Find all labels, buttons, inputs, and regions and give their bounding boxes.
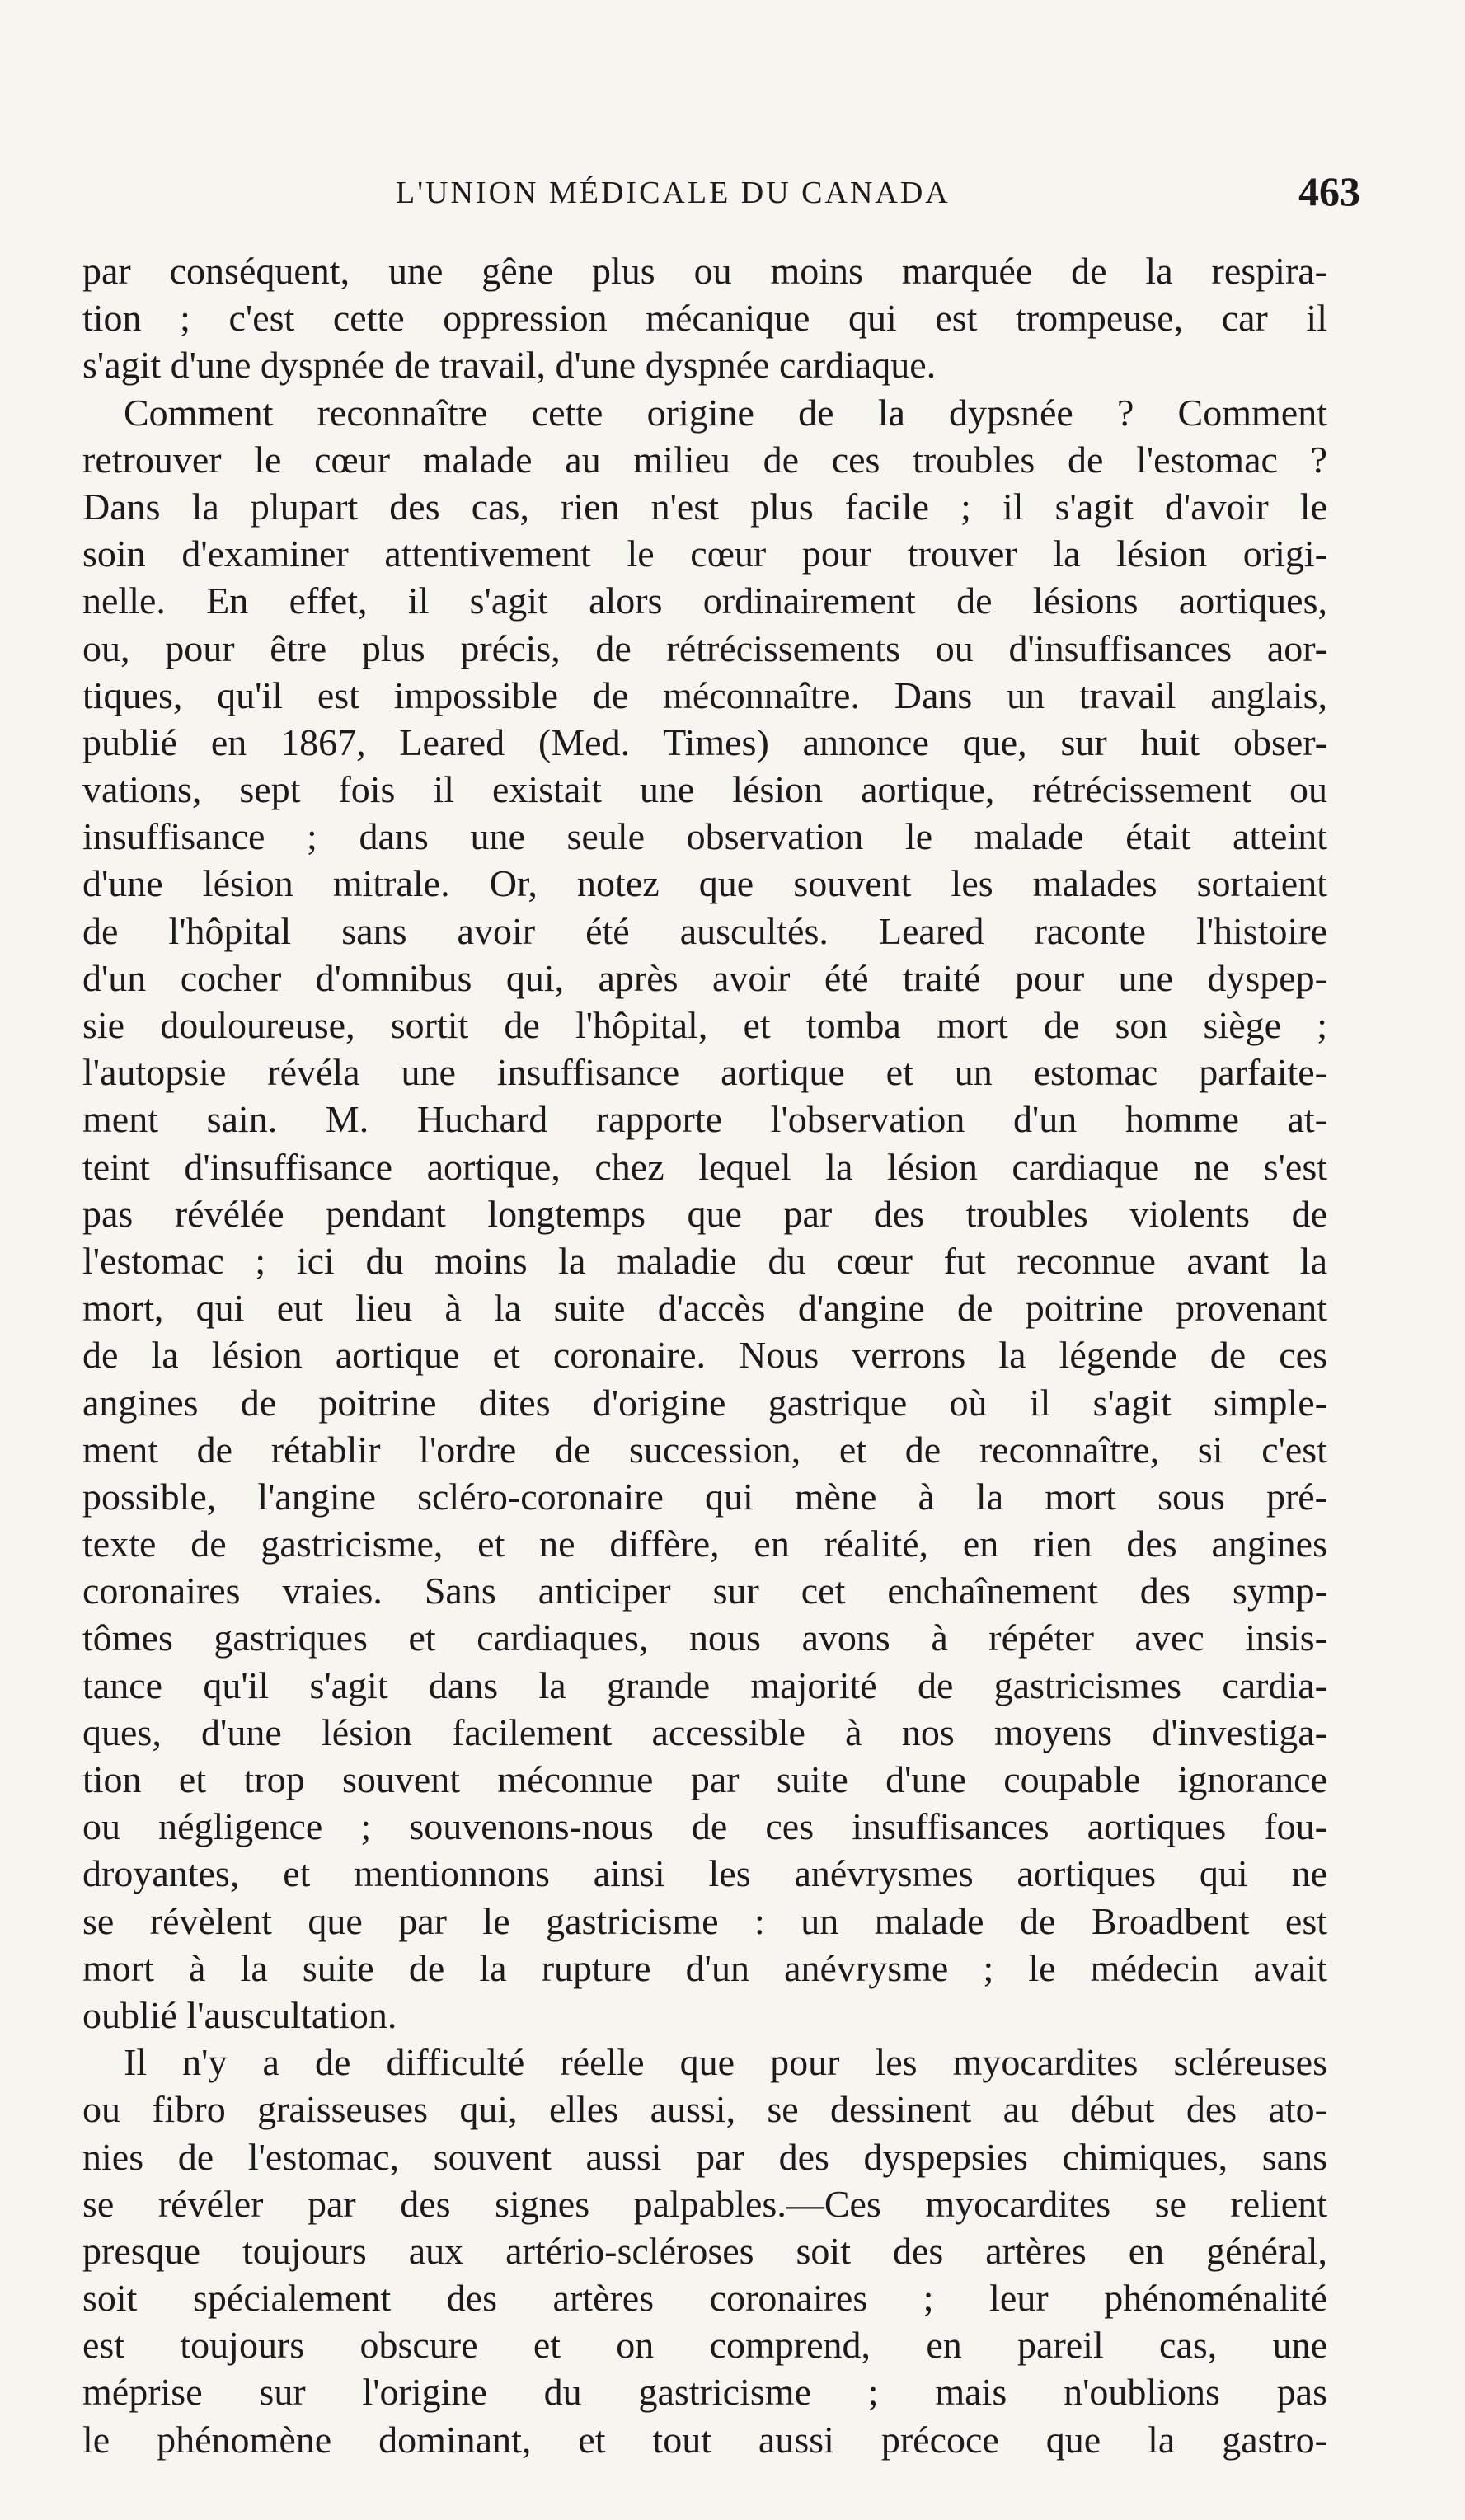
text-line: se révèlent que par le gastricisme : un malade de Broadbent est (82, 1899, 1327, 1942)
page-number: 463 (1298, 168, 1360, 214)
text-line: se révéler par des signes palpables.—Ces myocardites se relient (82, 2182, 1327, 2225)
text-line: retrouver le cœur malade au milieu de ces troubles de l'estomac ? (82, 438, 1327, 481)
text-line: ment de rétablir l'ordre de succession, et de reconnaître, si c'est (82, 1428, 1327, 1471)
text-line: pas révélée pendant longtemps que par des troubles violents de (82, 1192, 1327, 1235)
text-line: d'une lésion mitrale. Or, notez que souvent les malades sortaient (82, 862, 1327, 905)
text-line: mort à la suite de la rupture d'un anévrysme ; le médecin avait (82, 1946, 1327, 1989)
text-line: le phénomène dominant, et tout aussi précoce que la gastro- (82, 2418, 1327, 2461)
text-line: ou négligence ; souvenons-nous de ces insuffisances aortiques fou- (82, 1805, 1327, 1848)
running-title: L'UNION MÉDICALE DU CANADA (396, 176, 951, 210)
text-line: Dans la plupart des cas, rien n'est plus facile ; il s'agit d'avoir le (82, 485, 1327, 528)
text-line: sie douloureuse, sortit de l'hôpital, et tomba mort de son siège ; (82, 1004, 1327, 1046)
text-line: l'estomac ; ici du moins la maladie du cœur fut reconnue avant la (82, 1239, 1327, 1282)
text-line: nies de l'estomac, souvent aussi par des dyspepsies chimiques, sans (82, 2135, 1327, 2178)
text-line: soit spécialement des artères coronaires ; leur phénoménalité (82, 2277, 1327, 2320)
text-line: soin d'examiner attentivement le cœur pour trouver la lésion origi- (82, 533, 1327, 575)
text-line: est toujours obscure et on comprend, en pareil cas, une (82, 2324, 1327, 2367)
text-line: tion et trop souvent méconnue par suite d'une coupable ignorance (82, 1758, 1327, 1800)
text-line: publié en 1867, Leared (Med. Times) annonce que, sur huit obser- (82, 720, 1327, 763)
text-line: vations, sept fois il existait une lésion aortique, rétrécissement ou (82, 768, 1327, 811)
text-line: l'autopsie révéla une insuffisance aortique et un estomac parfaite- (82, 1051, 1327, 1094)
text-line: nelle. En effet, il s'agit alors ordinairement de lésions aortiques, (82, 580, 1327, 622)
text-line: coronaires vraies. Sans anticiper sur cet enchaînement des symp- (82, 1570, 1327, 1612)
text-line: de la lésion aortique et coronaire. Nous verrons la légende de ces (82, 1334, 1327, 1377)
text-line: tion ; c'est cette oppression mécanique qui est trompeuse, car il (82, 297, 1327, 340)
text-line: Comment reconnaître cette origine de la dypsnée ? Comment (124, 391, 1327, 434)
text-line: tiques, qu'il est impossible de méconnaître. Dans un travail anglais, (82, 673, 1327, 716)
text-line: ques, d'une lésion facilement accessible à nos moyens d'investiga- (82, 1711, 1327, 1753)
text-line: tômes gastriques et cardiaques, nous avons à répéter avec insis- (82, 1617, 1327, 1659)
text-line: oublié l'auscultation. (82, 1993, 397, 2036)
text-line: presque toujours aux artério-scléroses soit des artères en général, (82, 2229, 1327, 2272)
text-line: Il n'y a de difficulté réelle que pour les myocardites scléreuses (124, 2041, 1327, 2084)
text-line: d'un cocher d'omnibus qui, après avoir été traité pour une dyspep- (82, 956, 1327, 999)
text-line: s'agit d'une dyspnée de travail, d'une dyspnée cardiaque. (82, 344, 937, 387)
text-line: par conséquent, une gêne plus ou moins marquée de la respira- (82, 250, 1327, 292)
text-line: teint d'insuffisance aortique, chez lequel la lésion cardiaque ne s'est (82, 1145, 1327, 1188)
text-line: de l'hôpital sans avoir été auscultés. Leared raconte l'histoire (82, 909, 1327, 952)
text-line: ou, pour être plus précis, de rétrécissements ou d'insuffisances aor- (82, 626, 1327, 669)
text-line: angines de poitrine dites d'origine gastrique où il s'agit simple- (82, 1381, 1327, 1424)
text-line: mort, qui eut lieu à la suite d'accès d'angine de poitrine provenant (82, 1287, 1327, 1330)
text-line: droyantes, et mentionnons ainsi les anévrysmes aortiques qui ne (82, 1852, 1327, 1895)
text-line: ou fibro graisseuses qui, elles aussi, se dessinent au début des ato- (82, 2088, 1327, 2131)
text-line: tance qu'il s'agit dans la grande majorité de gastricismes cardia- (82, 1664, 1327, 1706)
text-line: texte de gastricisme, et ne diffère, en réalité, en rien des angines (82, 1523, 1327, 1565)
text-line: méprise sur l'origine du gastricisme ; mais n'oublions pas (82, 2371, 1327, 2414)
body-text (82, 247, 1327, 2463)
text-line: possible, l'angine scléro-coronaire qui mène à la mort sous pré- (82, 1475, 1327, 1518)
text-line: ment sain. M. Huchard rapporte l'observation d'un homme at- (82, 1098, 1327, 1141)
text-line: insuffisance ; dans une seule observation le malade était atteint (82, 815, 1327, 858)
